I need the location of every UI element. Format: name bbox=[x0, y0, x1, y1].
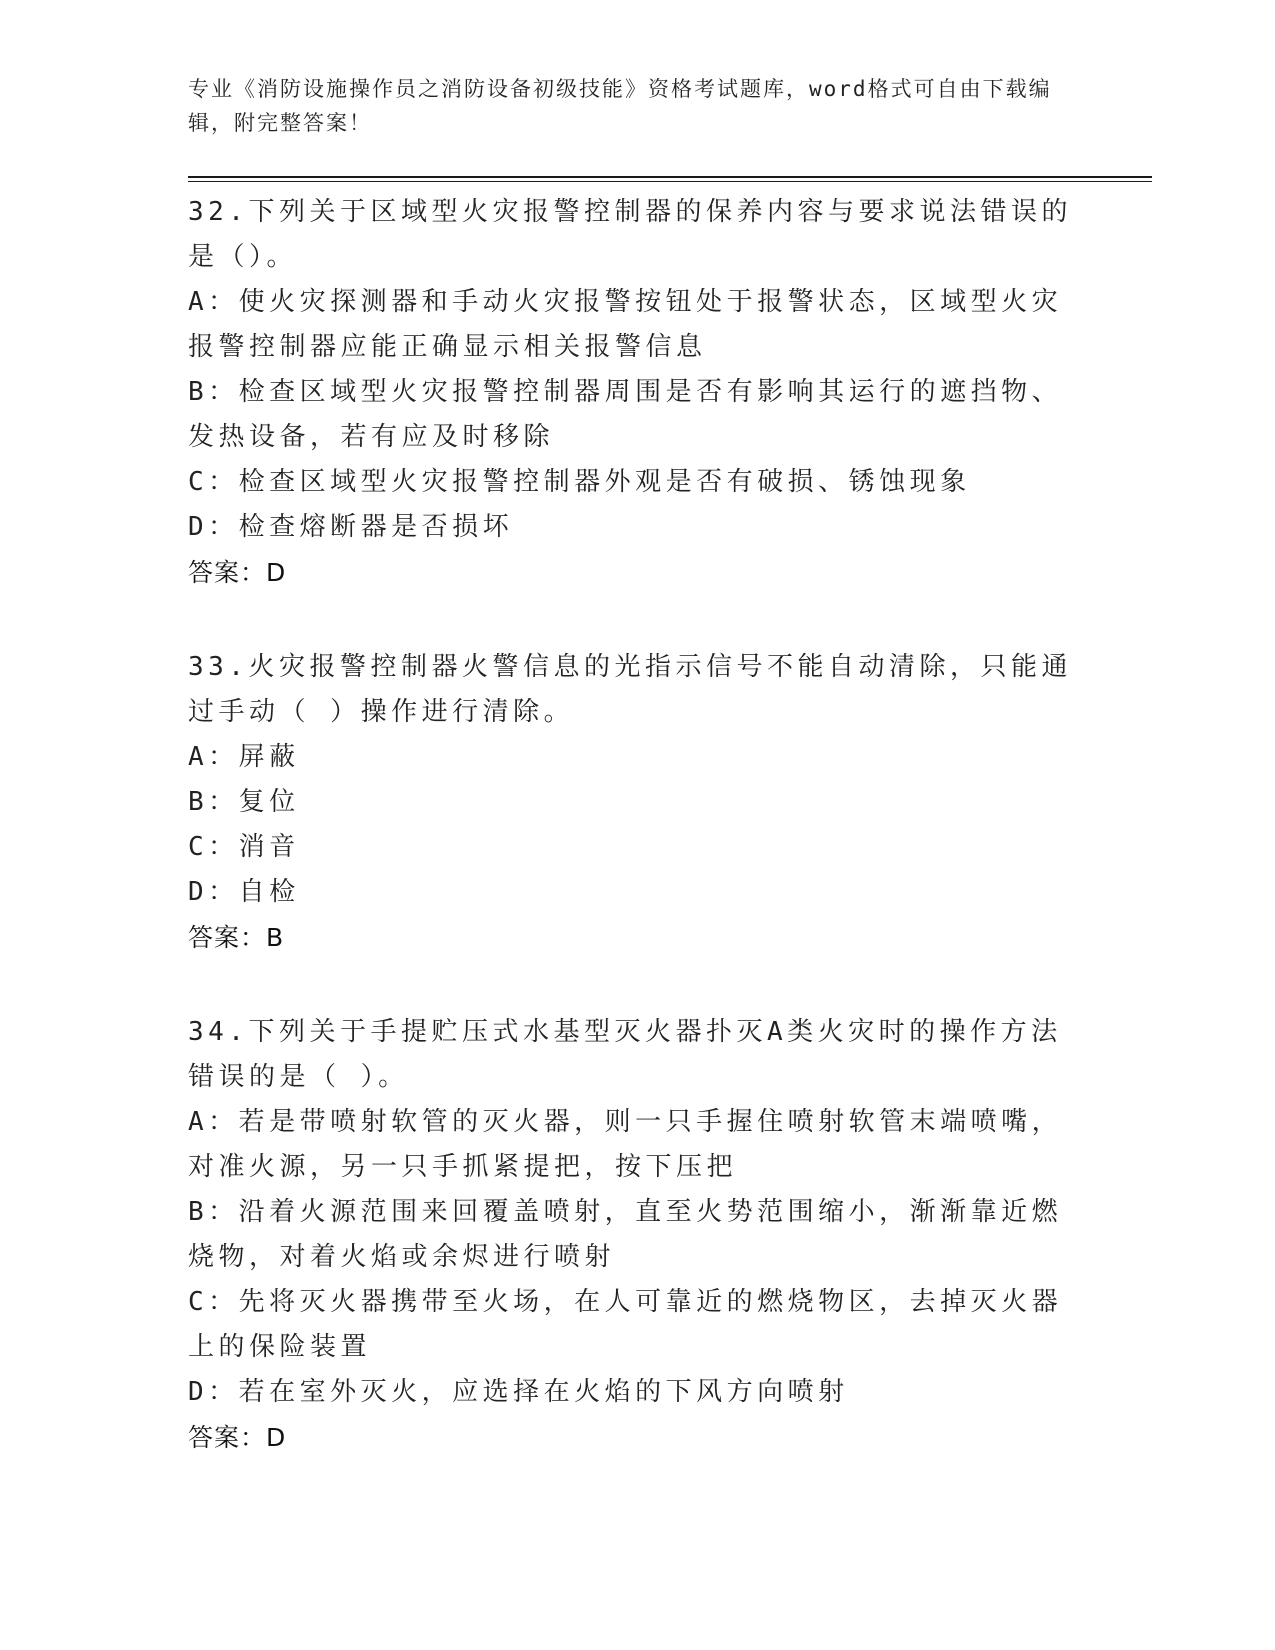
question-list bbox=[188, 190, 1088, 1510]
option-b: B：复位 bbox=[188, 787, 300, 817]
header-intro-text: 专业《消防设施操作员之消防设备初级技能》资格考试题库，word格式可自由下载编辑，附完整答案！ bbox=[188, 77, 1052, 135]
question-stem: 34.下列关于手提贮压式水基型灭火器扑灭A类火灾时的操作方法错误的是（ ）。 bbox=[188, 1017, 1062, 1092]
option-c: C：先将灭火器携带至火场，在人可靠近的燃烧物区，去掉灭火器上的保险装置 bbox=[188, 1287, 1063, 1362]
option-a: A：若是带喷射软管的灭火器，则一只手握住喷射软管末端喷嘴，对准火源，另一只手抓紧提把，按下压把 bbox=[188, 1107, 1063, 1182]
option-d: D：若在室外灭火，应选择在火焰的下风方向喷射 bbox=[188, 1377, 849, 1407]
header-divider-thick bbox=[188, 176, 1152, 178]
option-a: A：使火灾探测器和手动火灾报警按钮处于报警状态，区域型火灾报警控制器应能正确显示相关报警信息 bbox=[188, 287, 1063, 362]
header-divider-thin bbox=[188, 181, 1152, 182]
answer-line: 答案：B bbox=[188, 923, 285, 952]
answer-line: 答案：D bbox=[188, 1423, 287, 1452]
question-33 bbox=[188, 645, 1088, 960]
option-d: D：检查熔断器是否损坏 bbox=[188, 512, 514, 542]
option-c: C：检查区域型火灾报警控制器外观是否有破损、锈蚀现象 bbox=[188, 467, 971, 497]
question-32 bbox=[188, 190, 1088, 595]
option-b: B：检查区域型火灾报警控制器周围是否有影响其运行的遮挡物、发热设备，若有应及时移除 bbox=[188, 377, 1063, 452]
question-stem: 32.下列关于区域型火灾报警控制器的保养内容与要求说法错误的是（）。 bbox=[188, 197, 1072, 272]
answer-line: 答案：D bbox=[188, 558, 287, 587]
question-34 bbox=[188, 1010, 1088, 1460]
option-a: A：屏蔽 bbox=[188, 742, 300, 772]
option-d: D：自检 bbox=[188, 877, 300, 907]
option-b: B：沿着火源范围来回覆盖喷射，直至火势范围缩小，渐渐靠近燃烧物，对着火焰或余烬进行喷射 bbox=[188, 1197, 1063, 1272]
document-header bbox=[188, 72, 1068, 140]
option-c: C：消音 bbox=[188, 832, 300, 862]
question-stem: 33.火灾报警控制器火警信息的光指示信号不能自动清除，只能通过手动（ ）操作进行清除。 bbox=[188, 652, 1072, 727]
